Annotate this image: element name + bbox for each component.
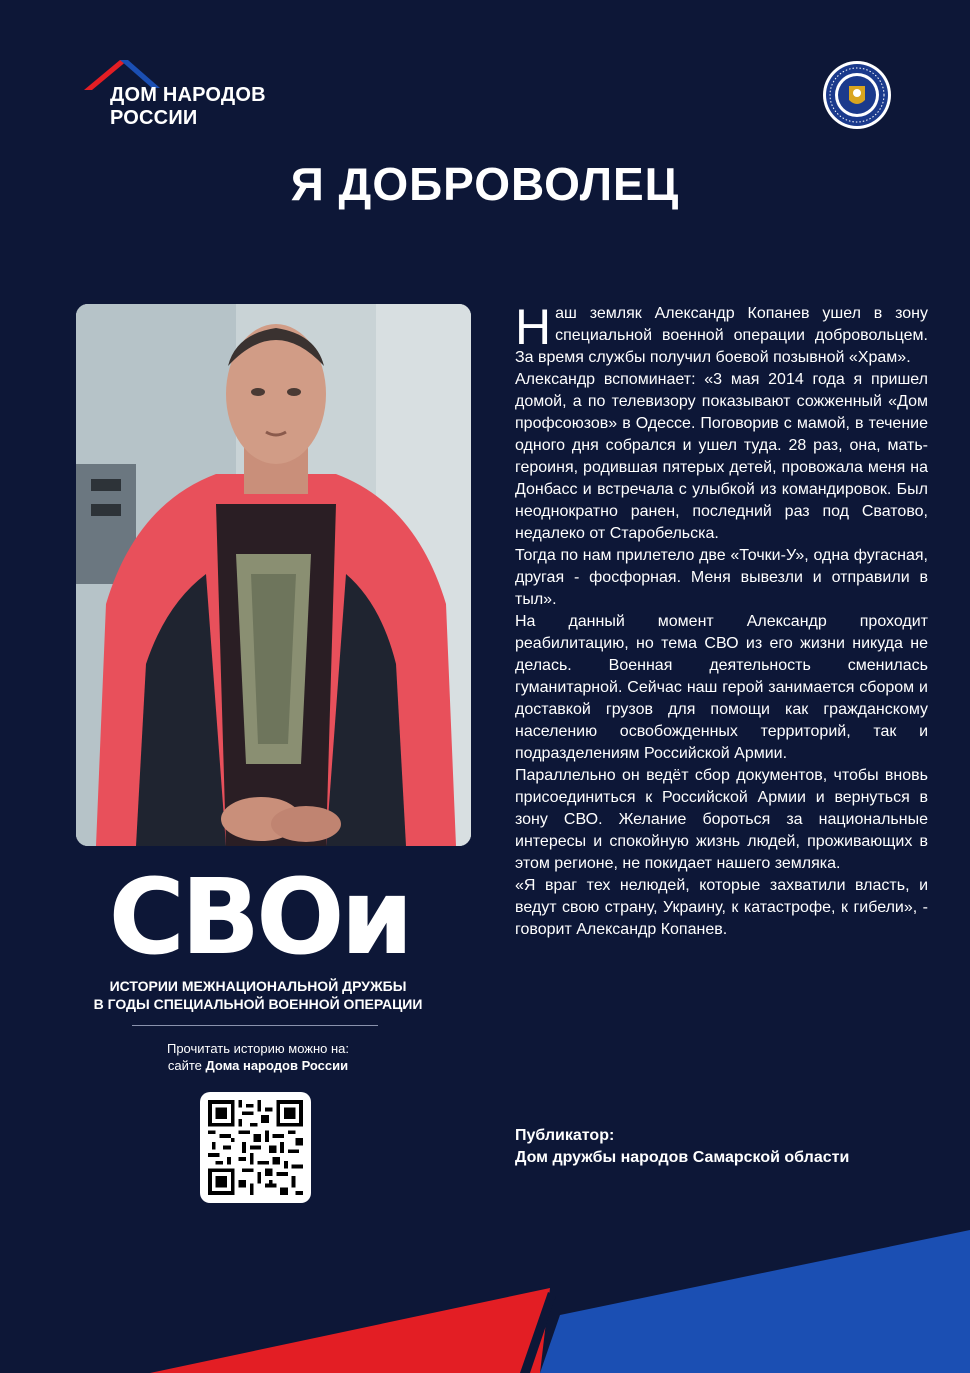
article-paragraph: Параллельно он ведёт сбор документов, чтобы вновь присоединиться к Российской Армии и вернуться в зону СВО. Желание бороться за национальные интересы и спокойную жизнь людей, проживающих в этом регионе, не покидает нашего земляка. — [515, 767, 928, 872]
logo-line-2: РОССИИ — [110, 107, 198, 129]
publisher-name: Дом дружбы народов Самарской области — [515, 1149, 850, 1166]
svoi-project-logo — [84, 856, 434, 978]
article-paragraph: Тогда по нам прилетело две «Точки-У», одна фугасная, другая - фосфорная. Меня вывезли и отправили в тыл». — [515, 547, 928, 608]
project-subtitle — [76, 977, 440, 1013]
logo-text — [110, 84, 266, 130]
footer-decoration — [0, 1230, 970, 1373]
qr-code[interactable] — [200, 1092, 311, 1203]
read-more-note — [76, 1040, 440, 1074]
article-dropcap: Н — [515, 299, 552, 355]
read-more-site-name: Дома народов России — [205, 1058, 349, 1073]
read-more-line-2 — [76, 1057, 440, 1074]
regional-seal-icon — [822, 60, 892, 130]
logo-line-1: ДОМ НАРОДОВ — [110, 84, 266, 106]
article-paragraph-text: аш земляк Александр Копанев ушел в зону специальной военной операции добровольцем. За время службы получил боевой позывной «Храм». — [515, 305, 928, 366]
qr-code-icon — [208, 1100, 303, 1195]
article-body — [515, 299, 928, 941]
publisher-block — [515, 1125, 935, 1169]
svoi-wordmark: СВОи — [108, 856, 410, 978]
subtitle-line-2: В ГОДЫ СПЕЦИАЛЬНОЙ ВОЕННОЙ ОПЕРАЦИИ — [93, 996, 423, 1012]
article-paragraph: «Я враг тех нелюдей, которые захватили власть, и ведут свою страну, Украину, к катастрофе, к гибели», - говорит Александр Копанев. — [515, 877, 928, 938]
article-paragraph: Александр вспоминает: «3 мая 2014 года я пришел домой, а по телевизору показывают сожженный «Дом профсоюзов» в Одессе. Поговорив с мамой, в течение одного дня собрался и ушел туда. 28 раз, она, мать-героиня, родившая пятерых детей, провожала меня на Донбасс и встречала с улыбкой из командировок. Был неоднократно ранен, последний раз под Сватово, недалеко от Старобельска. — [515, 371, 928, 542]
subtitle-line-1: ИСТОРИИ МЕЖНАЦИОНАЛЬНОЙ ДРУЖБЫ — [109, 978, 407, 994]
divider — [132, 1025, 378, 1026]
article-paragraph: На данный момент Александр проходит реабилитацию, но тема СВО из его жизни никуда не делась. Военная деятельность сменилась гуманитарной. Сейчас наш герой занимается сбором и доставкой грузов для помощи как гражданскому населению освобожденных территорий, так и подразделениям Российской Армии. — [515, 613, 928, 762]
dom-narodov-logo — [84, 58, 284, 130]
publisher-label: Публикатор: — [515, 1127, 615, 1144]
article-paragraph — [515, 299, 928, 369]
portrait-photo — [76, 304, 471, 846]
read-more-prefix: сайте — [167, 1058, 206, 1073]
read-more-line-1: Прочитать историю можно на: — [166, 1041, 350, 1056]
page-title: Я ДОБРОВОЛЕЦ — [290, 158, 680, 210]
